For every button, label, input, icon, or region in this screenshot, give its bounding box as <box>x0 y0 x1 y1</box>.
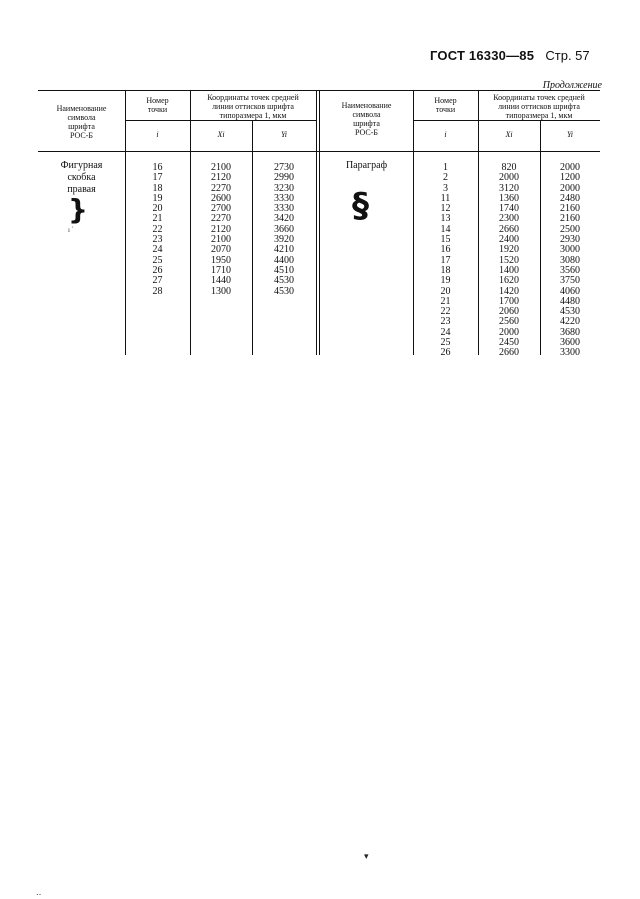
continuation-label: Продолжение <box>542 80 602 91</box>
table-cell-point: 25 <box>152 254 163 266</box>
table-cell-y: 4060 <box>560 285 580 297</box>
i-label: i <box>444 130 447 139</box>
table-cell-y: 3230 <box>274 182 294 194</box>
table-cell-y: 4480 <box>560 295 580 307</box>
table-cell-point: 22 <box>152 223 163 235</box>
table-cell-y: 3600 <box>560 337 580 349</box>
table-cell-point: 27 <box>152 275 163 287</box>
table-cell-x: 2300 <box>499 213 519 225</box>
table-cell-y: 1200 <box>560 172 580 184</box>
table-cell-x: 2060 <box>499 306 519 318</box>
table-cell-point: 15 <box>440 234 451 246</box>
table-cell-y: 3750 <box>560 275 580 287</box>
table-cell-point: 20 <box>440 285 451 297</box>
table-cell-x: 2660 <box>499 347 519 359</box>
table-cell-point: 21 <box>152 213 163 225</box>
table-cell-x: 2070 <box>211 244 231 256</box>
table-cell-y: 2000 <box>560 162 580 173</box>
x-label: Xi <box>217 130 225 139</box>
table-cell-y: 2160 <box>560 203 580 215</box>
table-cell-y: 3330 <box>274 203 294 215</box>
table-cell-point: 24 <box>440 326 451 338</box>
table-cell-x: 2270 <box>211 182 231 194</box>
table-cell-point: 18 <box>152 182 163 194</box>
table-cell-x: 2000 <box>499 172 519 184</box>
table-cell-y: 2730 <box>274 162 294 173</box>
table-cell-y: 4220 <box>560 316 580 328</box>
table-cell-y: 2990 <box>274 172 294 184</box>
table-cell-point: 16 <box>152 162 163 173</box>
symbol-name-paragraph: Параграф <box>345 160 388 171</box>
table-cell-y: 3660 <box>274 223 294 235</box>
x-label: Xi <box>505 130 513 139</box>
subheader-rule-left <box>125 120 316 121</box>
symbol-name-brace: Фигурная скобка правая <box>60 160 103 195</box>
table-cell-point: 24 <box>152 244 163 256</box>
right-x-column <box>478 163 540 359</box>
table-cell-x: 2120 <box>211 223 231 235</box>
y-label: Yi <box>566 130 574 139</box>
table-cell-point: 3 <box>443 182 448 194</box>
table-cell-point: 1 <box>443 162 448 173</box>
table-cell-x: 2000 <box>499 326 519 338</box>
table-cell-point: 23 <box>152 234 163 246</box>
table-cell-x: 1710 <box>211 264 231 276</box>
table-cell-point: 20 <box>152 203 163 215</box>
table-cell-point: 19 <box>440 275 451 287</box>
y-label: Yi <box>280 130 288 139</box>
table-cell-point: 26 <box>440 347 451 359</box>
point-col-header: Номер точки <box>434 96 457 114</box>
table-cell-x: 2600 <box>211 192 231 204</box>
table-cell-y: 2480 <box>560 192 580 204</box>
table-cell-y: 2160 <box>560 213 580 225</box>
left-y-column <box>252 163 316 297</box>
table-cell-x: 2700 <box>211 203 231 215</box>
table-cell-y: 3560 <box>560 264 580 276</box>
table-cell-y: 4400 <box>274 254 294 266</box>
coord-col-header: Координаты точек средней линии оттисков шрифта типоразмера 1, мкм <box>207 93 299 120</box>
i-label: i <box>156 130 159 139</box>
table-cell-x: 2450 <box>499 337 519 349</box>
table-cell-x: 2120 <box>211 172 231 184</box>
left-x-column <box>190 163 252 297</box>
page-number: Стр. 57 <box>545 48 590 63</box>
table-cell-point: 14 <box>440 223 451 235</box>
table-cell-point: 16 <box>440 244 451 256</box>
table-cell-x: 1440 <box>211 275 231 287</box>
table-cell-x: 1420 <box>499 285 519 297</box>
table-cell-point: 22 <box>440 306 451 318</box>
table-cell-point: 17 <box>440 254 451 266</box>
table-cell-x: 1700 <box>499 295 519 307</box>
table-cell-point: 23 <box>440 316 451 328</box>
table-cell-y: 3420 <box>274 213 294 225</box>
table-cell-x: 2660 <box>499 223 519 235</box>
table-cell-point: 17 <box>152 172 163 184</box>
table-cell-x: 1400 <box>499 264 519 276</box>
table-cell-y: 4530 <box>274 275 294 287</box>
table-cell-y: 4510 <box>274 264 294 276</box>
coord-col-header: Координаты точек средней линии оттисков шрифта типоразмера 1, мкм <box>493 93 585 120</box>
table-cell-y: 3000 <box>560 244 580 256</box>
right-y-column <box>540 163 600 359</box>
table-cell-x: 1950 <box>211 254 231 266</box>
table-cell-x: 2100 <box>211 162 231 173</box>
brace-glyph-icon: } <box>68 193 88 226</box>
subheader-rule-right <box>413 120 600 121</box>
table-cell-y: 3330 <box>274 192 294 204</box>
name-col-header: Наименование символа шрифта РОС-Б <box>341 101 392 137</box>
right-points-column <box>413 163 478 359</box>
table-cell-x: 1520 <box>499 254 519 266</box>
table-cell-point: 26 <box>152 264 163 276</box>
left-points-column <box>125 163 190 297</box>
table-cell-point: 28 <box>152 285 163 297</box>
table-cell-x: 2400 <box>499 234 519 246</box>
table-cell-point: 12 <box>440 203 451 215</box>
table-cell-point: 25 <box>440 337 451 349</box>
table-cell-point: 2 <box>443 172 448 184</box>
page-header <box>430 48 620 64</box>
table-cell-point: 21 <box>440 295 451 307</box>
table-cell-x: 820 <box>501 162 517 173</box>
table-cell-y: 4530 <box>274 285 294 297</box>
table-cell-point: 13 <box>440 213 451 225</box>
table-cell-y: 3920 <box>274 234 294 246</box>
table-cell-x: 1620 <box>499 275 519 287</box>
table-cell-y: 2000 <box>560 182 580 194</box>
table-cell-point: 19 <box>152 192 163 204</box>
standard-number: ГОСТ 16330—85 <box>430 48 535 63</box>
table-cell-x: 1740 <box>499 203 519 215</box>
table-cell-x: 2270 <box>211 213 231 225</box>
glyph-dots-decoration: ı ‵ <box>68 226 74 234</box>
footer-mark-icon: ▾ <box>364 851 369 861</box>
table-cell-y: 2930 <box>560 234 580 246</box>
table-cell-point: 18 <box>440 264 451 276</box>
table-cell-x: 1300 <box>211 285 231 297</box>
point-col-header: Номер точки <box>146 96 169 114</box>
table-cell-y: 4530 <box>560 306 580 318</box>
table-cell-x: 1360 <box>499 192 519 204</box>
table-cell-x: 2100 <box>211 234 231 246</box>
table-cell-y: 3080 <box>560 254 580 266</box>
table-cell-point: 11 <box>440 192 451 204</box>
table-cell-x: 1920 <box>499 244 519 256</box>
table-cell-x: 3120 <box>499 182 519 194</box>
name-col-header: Наименование символа шрифта РОС-Б <box>56 104 107 140</box>
paragraph-glyph-icon: § <box>352 186 369 226</box>
table-cell-y: 3300 <box>560 347 580 359</box>
corner-mark-icon: ‥ <box>36 888 42 897</box>
table-cell-x: 2560 <box>499 316 519 328</box>
vrule-double <box>316 90 317 355</box>
table-cell-y: 3680 <box>560 326 580 338</box>
table-cell-y: 2500 <box>560 223 580 235</box>
table-cell-y: 4210 <box>274 244 294 256</box>
